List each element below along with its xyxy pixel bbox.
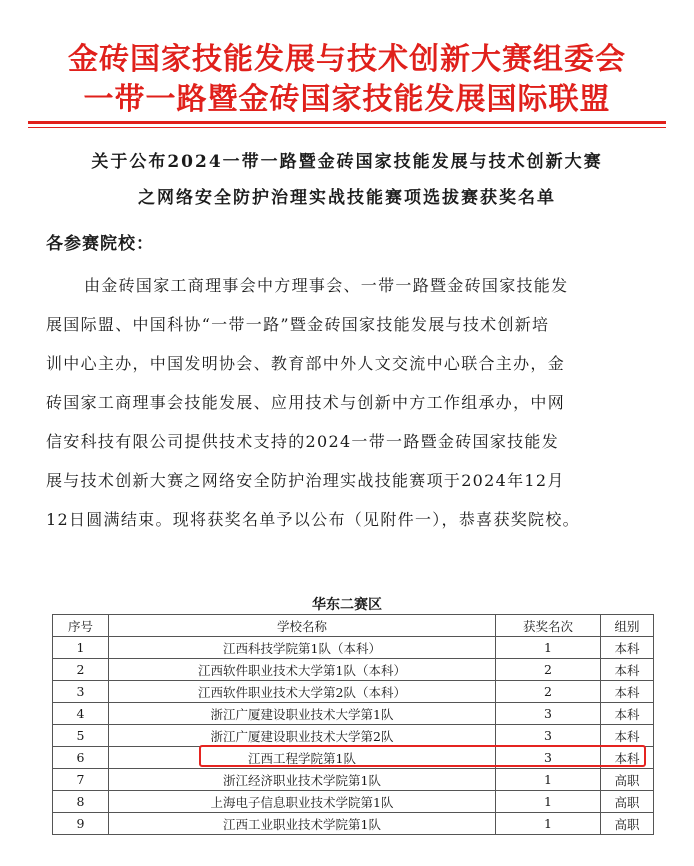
table-row <box>53 769 654 791</box>
org-header-line-2: 一带一路暨金砖国家技能发展国际联盟 <box>83 82 611 117</box>
cell-group: 本科 <box>601 659 654 681</box>
cell-group: 高职 <box>601 813 654 835</box>
cell-index: 9 <box>53 813 109 835</box>
table-row <box>53 681 654 703</box>
cell-rank: 3 <box>496 725 601 747</box>
cell-school: 江西科技学院第1队（本科） <box>109 637 496 659</box>
table-row <box>53 813 654 835</box>
header-rank: 获奖名次 <box>496 615 601 637</box>
body-line: 12日圆满结束。现将获奖名单予以公布（见附件一），恭喜获奖院校。 <box>46 510 580 529</box>
header-index: 序号 <box>53 615 109 637</box>
cell-school: 浙江广厦建设职业技术大学第2队 <box>109 725 496 747</box>
cell-school: 江西工程学院第1队 <box>109 747 496 769</box>
table-row <box>53 637 654 659</box>
body-line: 训中心主办，中国发明协会、教育部中外人文交流中心联合主办，金 <box>46 354 566 373</box>
cell-rank: 1 <box>496 637 601 659</box>
header-rule-thin <box>28 127 666 128</box>
cell-index: 7 <box>53 769 109 791</box>
region-title: 华东二赛区 <box>312 597 382 613</box>
cell-school: 江西软件职业技术大学第1队（本科） <box>109 659 496 681</box>
table-row <box>53 725 654 747</box>
cell-group: 本科 <box>601 637 654 659</box>
cell-school: 浙江广厦建设职业技术大学第1队 <box>109 703 496 725</box>
body-line: 信安科技有限公司提供技术支持的2024一带一路暨金砖国家技能发 <box>46 432 560 451</box>
cell-group: 高职 <box>601 791 654 813</box>
awards-table <box>52 614 654 835</box>
body-line: 展国际盟、中国科协“一带一路”暨金砖国家技能发展与技术创新培 <box>46 315 550 334</box>
header-rule-thick <box>28 121 666 124</box>
cell-index: 2 <box>53 659 109 681</box>
header-school: 学校名称 <box>109 615 496 637</box>
document-title-line-1: 关于公布2024一带一路暨金砖国家技能发展与技术创新大赛 <box>91 152 603 172</box>
table-row <box>53 703 654 725</box>
document-title-line-2: 之网络安全防护治理实战技能赛项选拔赛获奖名单 <box>138 188 556 208</box>
page-cutoff <box>0 836 694 866</box>
cell-index: 8 <box>53 791 109 813</box>
cell-rank: 1 <box>496 791 601 813</box>
body-line: 由金砖国家工商理事会中方理事会、一带一路暨金砖国家技能发 <box>84 276 569 295</box>
header-group: 组别 <box>601 615 654 637</box>
cell-school: 上海电子信息职业技术学院第1队 <box>109 791 496 813</box>
cell-rank: 1 <box>496 769 601 791</box>
highlight-box <box>199 745 646 767</box>
cell-rank: 2 <box>496 681 601 703</box>
org-header-line-1: 金砖国家技能发展与技术创新大赛组委会 <box>68 42 626 77</box>
salutation: 各参赛院校： <box>46 234 154 254</box>
cell-school: 浙江经济职业技术学院第1队 <box>109 769 496 791</box>
cell-index: 1 <box>53 637 109 659</box>
cell-group: 本科 <box>601 725 654 747</box>
cell-index: 6 <box>53 747 109 769</box>
body-line: 展与技术创新大赛之网络安全防护治理实战技能赛项于2024年12月 <box>46 471 565 490</box>
cell-school: 江西软件职业技术大学第2队（本科） <box>109 681 496 703</box>
cell-index: 5 <box>53 725 109 747</box>
cell-rank: 1 <box>496 813 601 835</box>
cell-school: 江西工业职业技术学院第1队 <box>109 813 496 835</box>
cell-index: 4 <box>53 703 109 725</box>
cell-rank: 2 <box>496 659 601 681</box>
table-row <box>53 791 654 813</box>
table-header-row <box>53 615 654 637</box>
cell-rank: 3 <box>496 703 601 725</box>
body-line: 砖国家工商理事会技能发展、应用技术与创新中方工作组承办，中网 <box>46 393 566 412</box>
cell-rank: 3 <box>496 747 601 769</box>
cell-group: 本科 <box>601 703 654 725</box>
table-row <box>53 659 654 681</box>
cell-index: 3 <box>53 681 109 703</box>
cell-group: 高职 <box>601 769 654 791</box>
cell-group: 本科 <box>601 681 654 703</box>
cell-group: 本科 <box>601 747 654 769</box>
